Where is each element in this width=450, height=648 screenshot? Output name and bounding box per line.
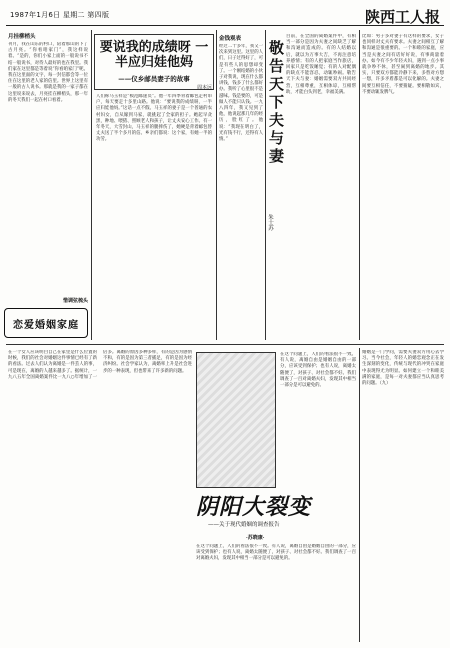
left-column xyxy=(8,32,88,304)
bottom-article-title: 阴阳大裂变 xyxy=(196,494,312,520)
bottom-middle-body: 在这个问题上，人们的看法很不一致。有人说，离婚自由是婚姻自由的一部分，应该受到保护；也有人说，离婚太随便了，对孩子、对社会都不好。我们调查了一百对离婚夫妇，发现其中相当一部分是可以避免的。 xyxy=(280,352,356,389)
column-divider xyxy=(91,30,92,340)
feature-byline: 周本远 xyxy=(196,85,212,91)
page-header xyxy=(6,6,444,26)
left-column-byline: 惜调弦梳头 xyxy=(62,298,88,304)
column-divider xyxy=(359,348,360,642)
middle-column-body: 经过二十多年，我又一次来到这里。这里的人们，日子过得好了，可是有些人的思想却变了。一个刚结婚的小伙子对我说，现在什么都讲钱，钱多了什么都好办。我听了心里很不是滋味。钱是要的，可是做人不能只认钱。一九八四年，我又见到了他，他说起那几年的经历，脸红了。他说：“我现在明白了，光有钱不行，还得有人情。” xyxy=(219,44,263,143)
right-column-body: 比如：男子多对妻子有这样的要求，女子也同样对丈夫有要求。夫妻之间相互了解和沟通是很重要的。一个和睦的家庭，应当是夫妻之间有话好好说，有事商量着办。如今有不少年轻夫妇，遇到一点小事就争吵不休，甚至闹到离婚的地步。其实，只要双方都能冷静下来，多替对方想一想，许多矛盾都是可以化解的。夫妻之间要互相信任，不要猜疑。要相敬如宾，不要动辄发脾气。 xyxy=(362,34,444,95)
left-column-body: 刊月，我在山东的村口，陪着那山的下了古月亮。“你看咱家门”，我这样说着。“是的，你们小家上面的一般说书不结一般说书，对待人最好的也在我里。我们家在这里都是等着说“你看咱家门”呢。我在这里面的文字，每一封信都会等一位住在这里的老人家的信里。世界上这里有一般的古人说书。那就是我的一家子都在这里说来说去，月亮挂在柳梢头，那一年的冬天我们一起在村口看着。 xyxy=(8,42,88,103)
feature-headline: 要说我的成绩呀 一半应归娃他妈 xyxy=(99,40,209,70)
issue-date: 1987年1月6日 星期二 第四版 xyxy=(10,11,110,19)
column-divider xyxy=(359,30,360,340)
masthead-logo: 陕西工人报 xyxy=(364,8,440,26)
middle-column-title: 金钱观表 xyxy=(219,36,242,42)
bottom-article-byline: ·苏晓康· xyxy=(246,535,265,541)
bottom-right-body: 婚姻是一门学问，需要夫妻双方用心去学习。当今社会，年轻人的婚恋观念正在发生深刻的变化，传统与现代的冲突在家庭中表现得尤为明显。如何建立一个和睦美满的家庭，是每一对夫妻都应当认真思考的问题。（九） xyxy=(362,350,444,387)
bottom-lower-body: 在这个问题上，人们的看法很不一致。有人说，离婚自由是婚姻自由的一部分，应该受到保护；也有人说，离婚太随便了，对孩子、对社会都不好。我们调查了一百对离婚夫妇，发现其中相当一部分是可以避免的。 xyxy=(196,544,356,562)
vertical-article-author: 朱士苏 xyxy=(267,214,273,231)
feature-subhead: ——仪乡邮员妻子的故事 xyxy=(118,75,190,83)
middle-column xyxy=(219,34,263,340)
bottom-article-subtitle: ——关于现代婚姻的调查报告 xyxy=(208,522,280,528)
vertical-article-title: 敬告天下夫与妻 xyxy=(267,40,285,166)
couple-illustration xyxy=(196,352,276,488)
section-divider xyxy=(6,344,444,345)
vertical-article-body: 目前，在全国的离婚案件中，有相当一部分是因为夫妻之间缺乏了解和沟通而造成的。有的人结婚以后，就以为万事大吉，不再注意培养感情；有的人把家庭当作旅店，回家只是吃饭睡觉；有的人对配偶的缺点不能容忍，动辄吵闹。敬告天下夫与妻：婚姻需要双方共同经营，互相尊重，互相体谅，互相帮助，才能白头到老，幸福美满。 xyxy=(286,34,356,95)
feature-body: 人们称马玉祥是“模范邮递员”。他一年四季背着邮包走村串户，每天要走十多里山路。他说：“要说我的成绩呀，一半应归娃他妈。”这话一点不假。马玉祥的妻子是一个普通的农村妇女，自从嫁到马家，就挑起了全家的担子。她起早贪黑，种地、喂猪、照顾老人和孩子，让丈夫安心工作。有一年冬天，大雪封山，马玉祥的腿摔伤了，她硬是背着邮包替丈夫送了半个多月的信。乡亲们都说：这个家，有她一半的功劳。 xyxy=(96,94,212,143)
family-section-logo: 恋爱婚姻家庭 xyxy=(4,308,88,338)
left-column-title: 月挂柳梢头 xyxy=(8,34,36,40)
bottom-left-body: 在一个女人应该明白自己在家里是什么位置的时候，我们的社会对婚姻这件事情已经有了新的看法。过去人们认为离婚是一件丢人的事，可是现在，离婚的人越来越多了。据统计，一九八五年全国离婚案件比一九八○年增加了一倍多。离婚的原因多种多样，有的是因为感情不和，有的是因为第三者插足，有的是因为经济纠纷。社会学家认为，离婚率上升是社会进步的一种表现，但也带来了许多新的问题。 xyxy=(8,350,192,380)
column-divider xyxy=(216,30,217,340)
